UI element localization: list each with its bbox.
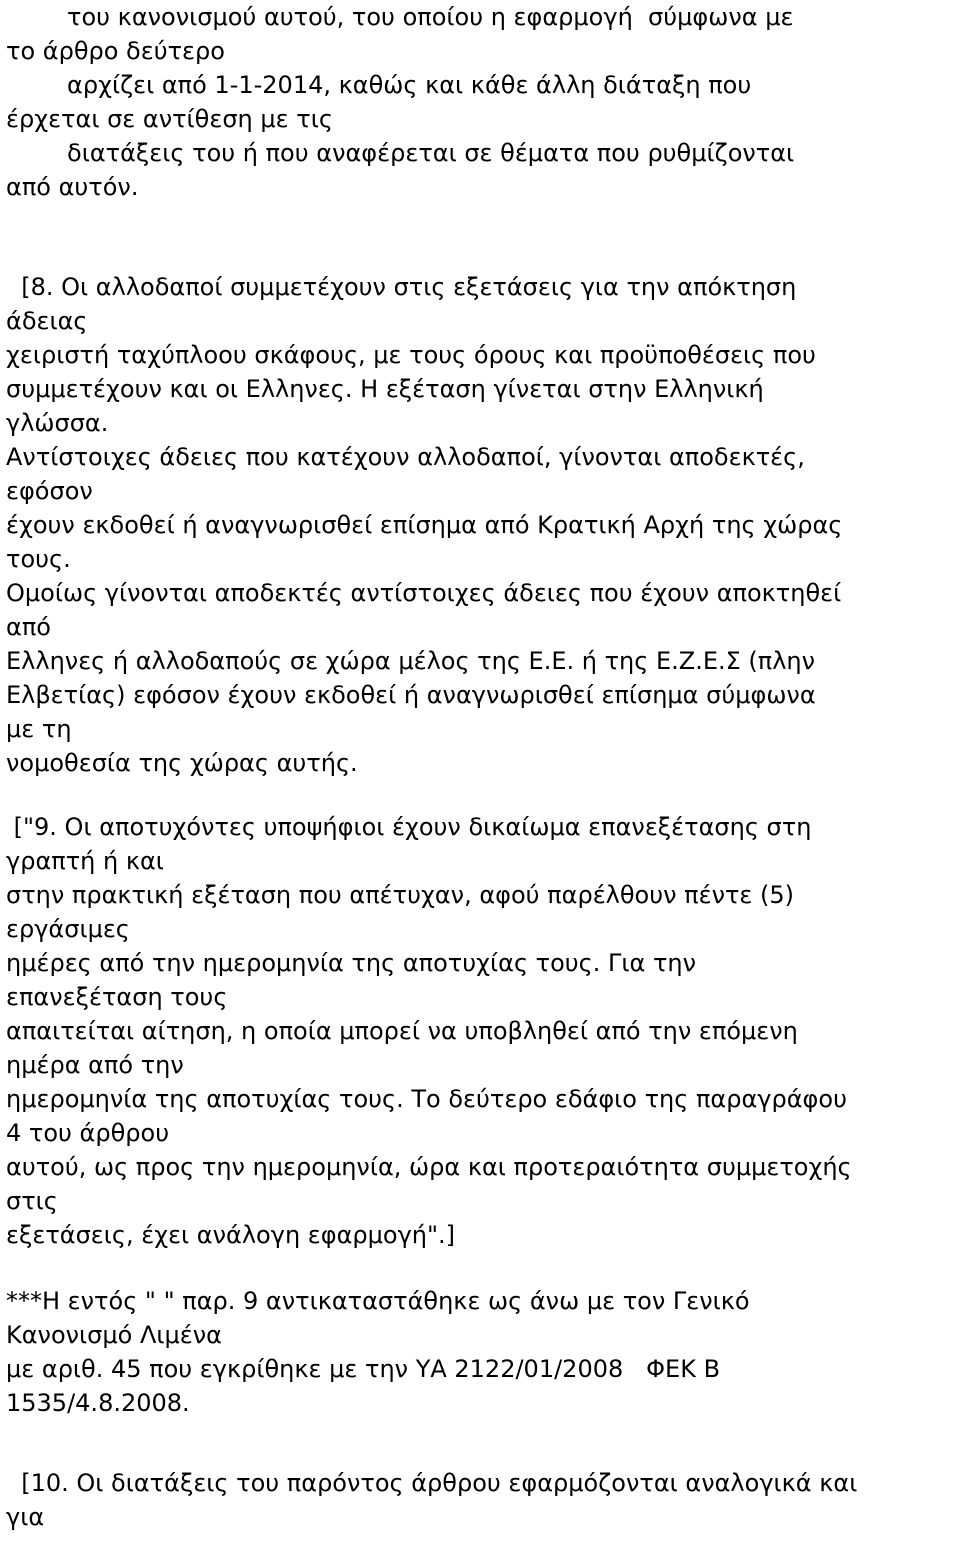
text-line: το άρθρο δεύτερο: [6, 37, 225, 65]
text-line: συμμετέχουν και οι Ελληνες. Η εξέταση γίνεται στην Ελληνική: [6, 375, 764, 403]
text-line: ημερομηνία της αποτυχίας τους. Το δεύτερο εδάφιο της παραγράφου: [6, 1085, 847, 1113]
text-line: Αντίστοιχες άδειες που κατέχουν αλλοδαποί, γίνονται αποδεκτές,: [6, 443, 805, 471]
text-line: Κανονισμό Λιμένα: [6, 1321, 222, 1349]
text-line: εφόσον: [6, 477, 93, 505]
text-line: στις: [6, 1187, 58, 1215]
text-line: γλώσσα.: [6, 409, 109, 437]
text-line: έρχεται σε αντίθεση με τις: [6, 105, 333, 133]
text-line: χειριστή ταχύπλοου σκάφους, με τους όρους και προϋποθέσεις που: [6, 341, 816, 369]
amendment-note-start: ***Η εντός " " παρ. 9 αντικαταστάθηκε ως άνω με τον Γενικό: [6, 1287, 750, 1315]
text-line: με τη: [6, 715, 72, 743]
text-line: νομοθεσία της χώρας αυτής.: [6, 749, 358, 777]
text-line: αρχίζει από 1-1-2014, καθώς και κάθε άλλη διάταξη που: [6, 71, 752, 99]
text-line: Ελληνες ή αλλοδαπούς σε χώρα μέλος της Ε.Ε. ή της Ε.Ζ.Ε.Σ (πλην: [6, 647, 816, 675]
text-line: άδειας: [6, 307, 88, 335]
text-line: Ελβετίας) εφόσον έχουν εκδοθεί ή αναγνωρισθεί επίσημα σύμφωνα: [6, 681, 816, 709]
text-line: εξετάσεις, έχει ανάλογη εφαρμογή".]: [6, 1221, 456, 1249]
text-line: Ομοίως γίνονται αποδεκτές αντίστοιχες άδειες που έχουν αποκτηθεί: [6, 579, 842, 607]
text-line: ημέρα από την: [6, 1051, 184, 1079]
text-line: εργάσιμες: [6, 915, 130, 943]
text-line: με αριθ. 45 που εγκρίθηκε με την ΥΑ 2122/01/2008 ΦΕΚ Β: [6, 1355, 721, 1383]
paragraph-10-start: [10. Οι διατάξεις του παρόντος άρθρου εφαρμόζονται αναλογικά και: [6, 1469, 858, 1497]
text-line: 1535/4.8.2008.: [6, 1389, 190, 1417]
text-line: στην πρακτική εξέταση που απέτυχαν, αφού παρέλθουν πέντε (5): [6, 881, 795, 909]
text-line: έχουν εκδοθεί ή αναγνωρισθεί επίσημα από Κρατική Αρχή της χώρας: [6, 511, 843, 539]
text-line: γραπτή ή και: [6, 847, 164, 875]
paragraph-8-start: [8. Οι αλλοδαποί συμμετέχουν στις εξετάσεις για την απόκτηση: [6, 273, 797, 301]
paragraph-9-start: ["9. Οι αποτυχόντες υποψήφιοι έχουν δικαίωμα επανεξέτασης στη: [6, 813, 812, 841]
text-line: αυτού, ως προς την ημερομηνία, ώρα και προτεραιότητα συμμετοχής: [6, 1153, 852, 1181]
text-line: διατάξεις του ή που αναφέρεται σε θέματα που ρυθμίζονται: [6, 139, 795, 167]
text-line: από: [6, 613, 51, 641]
text-line: επανεξέταση τους: [6, 983, 228, 1011]
text-line: απαιτείται αίτηση, η οποία μπορεί να υποβληθεί από την επόμενη: [6, 1017, 798, 1045]
text-line: του κανονισμού αυτού, του οποίου η εφαρμογή σύμφωνα με: [6, 3, 794, 31]
text-line: ημέρες από την ημερομηνία της αποτυχίας τους. Για την: [6, 949, 697, 977]
text-line: τους.: [6, 545, 71, 573]
text-line: 4 του άρθρου: [6, 1119, 170, 1147]
text-line: από αυτόν.: [6, 173, 139, 201]
text-line: για: [6, 1503, 45, 1531]
